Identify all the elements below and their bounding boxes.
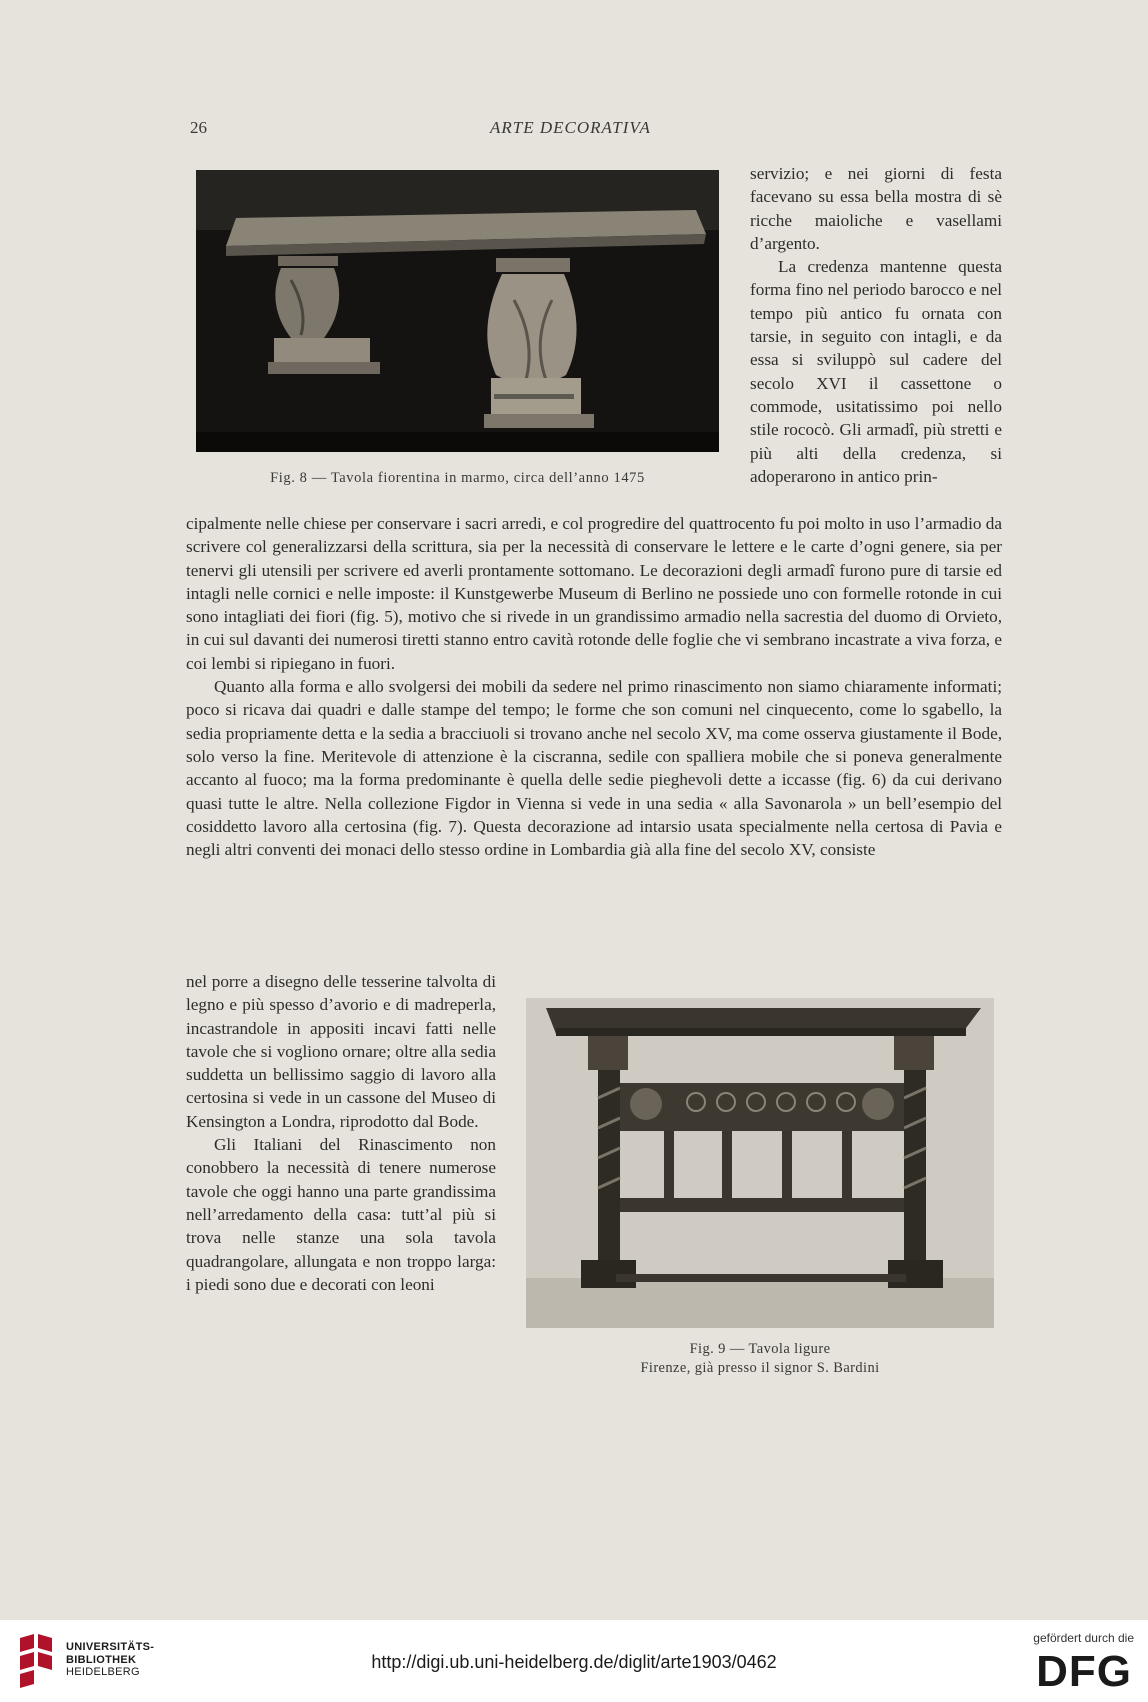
paragraph: La credenza mantenne questa forma fino nel periodo barocco e nel tempo più antico fu ornata con tarsie, in seguito con intagli, e da essa si sviluppò sul cadere del secolo XVI il cassettone o commode, usitatissimo poi nello stile rococò. Gli armadî, più stretti e più alti della credenza, si adoperarono in antico prin- xyxy=(750,257,1002,486)
paragraph: nel porre a disegno delle tesserine talvolta di legno e più spesso d’avorio e di madreperla, incastrandole in appositi incavi fatti nelle tavole che si vogliono ornare; oltre alla sedia suddetta un bellissimo saggio di lavoro alla certosina si vede in un cassone del Museo di Kensington a Londra, riprodotto dal Bode. xyxy=(186,972,496,1131)
library-name-line3: HEIDELBERG xyxy=(66,1666,140,1678)
figure-9-photo xyxy=(526,998,994,1328)
marble-table-illustration xyxy=(196,170,719,452)
paragraph: Gli Italiani del Rinascimento non conobbero la necessità di tenere numerose tavole che oggi hanno una parte grandissima nell’arredamento della casa: tutt’al più si trova nelle stanze una sola tavola quadrangolare, allungata e non troppo larga: i piedi sono due e decorati con leoni xyxy=(186,1135,496,1294)
figure-8-photo xyxy=(196,170,719,452)
page-number: 26 xyxy=(190,118,207,137)
funded-by-label: gefördert durch die xyxy=(1033,1631,1134,1645)
figure-8-caption: Fig. 8 — Tavola fiorentina in marmo, circa dell’anno 1475 xyxy=(270,470,645,486)
journal-title: ARTE DECORATIVA xyxy=(490,118,651,137)
running-head xyxy=(0,114,1148,140)
dfg-logo[interactable]: DFG xyxy=(1036,1647,1132,1696)
left-column-bottom xyxy=(186,970,496,1296)
library-name-line2: BIBLIOTHEK xyxy=(66,1653,137,1666)
right-column-top xyxy=(750,162,1002,488)
paragraph: servizio; e nei giorni di festa facevano su essa bella mostra di sè ricche maioliche e vasellami d’argento. xyxy=(750,164,1002,253)
document-url-link[interactable]: http://digi.ub.uni-heidelberg.de/diglit/arte1903/0462 xyxy=(371,1652,777,1672)
figure-9-caption-location: Firenze, già presso il signor S. Bardini xyxy=(640,1360,880,1376)
paragraph: Quanto alla forma e allo svolgersi dei mobili da sedere nel primo rinascimento non siamo chiaramente informati; poco si ricava dai quadri e dalle stampe del tempo; le forme che son comuni nel cinquecento, come lo sgabello, la sedia propriamente detta e la sedia a bracciuoli si trovano anche nel secolo XV, ma come osserva giustamente il Bode, solo verso la fine. Meritevole di attenzione è la ciscranna, sedile con spalliera mobile che si poneva generalmente accanto al fuoco; ma la forma predominante è quella delle sedie pieghevoli dette a iccasse (fig. 6) da cui derivano quasi tutte le altre. Nella collezione Figdor in Vienna si vede in una sedia « alla Savonarola » un bell’esempio del cosiddetto lavoro alla certosina (fig. 7). Questa decorazione ad intarsio usata specialmente nella certosa di Pavia e negli altri conventi dei monaci dello stesso ordine in Lombardia già alla fine del secolo XV, consiste xyxy=(186,677,1002,860)
figure-9-caption xyxy=(526,1340,994,1378)
paragraph: cipalmente nelle chiese per conservare i sacri arredi, e col progredire del quattrocento fu poi molto in uso l’armadio da scrivere col generalizzarsi della scrittura, sia per la necessità di conservare le lettere e le carte d’ogni genere, sia per tenervi gli utensili per scrivere ed averli prontamente sottomano. Le decorazioni degli armadî furono pure di tarsie ed intagli nelle cornici e nelle imposte: il Kunstgewerbe Museum di Berlino ne possiede uno con formelle rotonde in cui sono intagliati dei fiori (fig. 5), motivo che si rivede in un grandissimo armadio nella sacrestia del duomo di Orvieto, in cui sul davanti dei numerosi tiretti stanno entro cavità rotonde delle foglie che vi sembrano incastrate a viva forza, e coi lembi si ripiegano in fuori. xyxy=(186,514,1002,673)
wooden-table-illustration xyxy=(526,998,994,1328)
figure-9-caption-title: Fig. 9 — Tavola ligure xyxy=(689,1341,831,1357)
library-name-line1: UNIVERSITÄTS- xyxy=(66,1641,155,1653)
main-text-block xyxy=(186,512,1002,861)
